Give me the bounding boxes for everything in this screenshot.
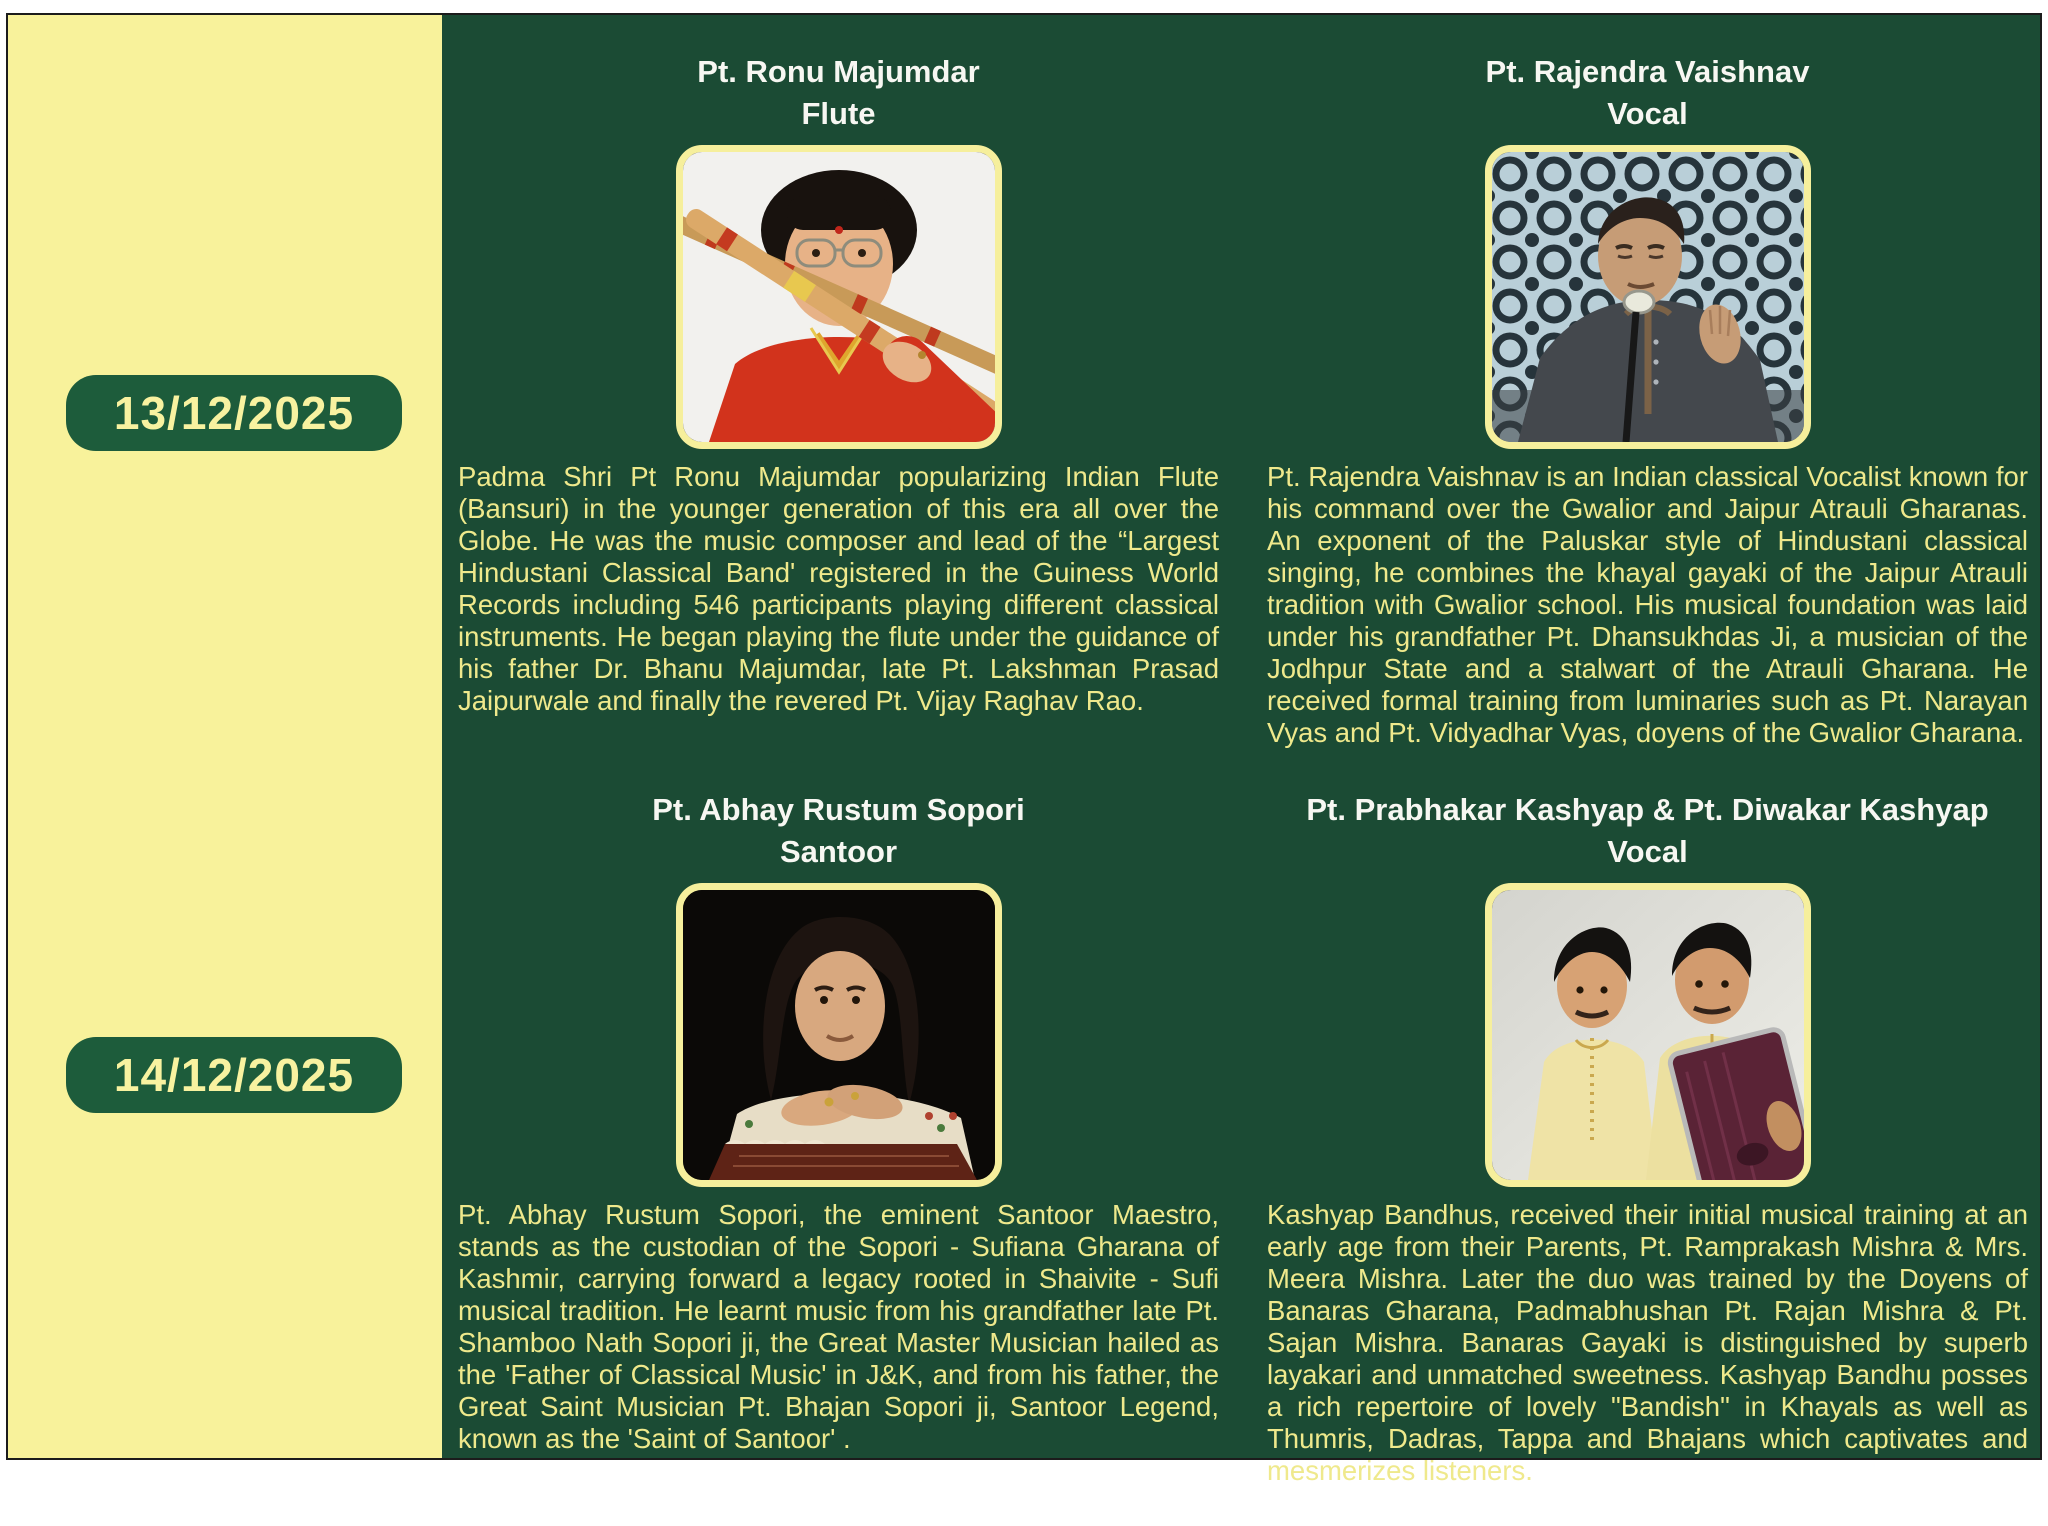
date-badge-day2 bbox=[66, 1037, 402, 1113]
artist-card-kashyap-brothers bbox=[1267, 763, 2028, 1487]
artist-name: Pt. Rajendra Vaishnav bbox=[1485, 54, 1810, 89]
artist-card-ronu-majumdar bbox=[458, 15, 1219, 763]
artist-name: Pt. Ronu Majumdar bbox=[697, 54, 980, 89]
date-label: 14/12/2025 bbox=[113, 1049, 355, 1101]
date-label: 13/12/2025 bbox=[113, 387, 355, 439]
artist-instrument: Flute bbox=[801, 96, 876, 131]
artist-photo-frame bbox=[1485, 145, 1811, 449]
artist-name: Pt. Abhay Rustum Sopori bbox=[652, 792, 1025, 827]
date-sidebar bbox=[8, 15, 442, 1458]
artist-instrument: Santoor bbox=[779, 834, 898, 869]
date-badge-day1 bbox=[66, 375, 402, 451]
artist-bio: Pt. Rajendra Vaishnav is an Indian classical Vocalist known for his command over the Gwalior and Jaipur Atrauli Gharanas. An exponent of the Paluskar style of Hindustani classical singing, he combines the khayal gayaki of the Jaipur Atrauli tradition with Gwalior school. His musical foundation was laid under his grandfather Pt. Dhansukhdas Ji, a musician of the Jodhpur State and a stalwart of the Atrauli Gharana. He received formal training from luminaries such as Pt. Narayan Vyas and Pt. Vidyadhar Vyas, doyens of the Gwalior Gharana. bbox=[1267, 461, 2028, 748]
flutist-photo-illustration bbox=[683, 152, 995, 442]
vocalist-photo-illustration bbox=[1492, 152, 1804, 442]
artist-photo-frame bbox=[676, 145, 1002, 449]
artist-photo-frame bbox=[676, 883, 1002, 1187]
artist-bio: Pt. Abhay Rustum Sopori, the eminent Santoor Maestro, stands as the custodian of the Sopori - Sufiana Gharana of Kashmir, carrying forward a legacy rooted in Shaivite - Sufi musical tradition. He learnt music from his grandfather late Pt. Shamboo Nath Sopori ji, the Great Master Musician hailed as the 'Father of Classical Music' in J&K, and from his father, the Great Saint Musician Pt. Bhajan Sopori ji, Santoor Legend, known as the 'Saint of Santoor' . bbox=[458, 1199, 1219, 1454]
program-board bbox=[6, 13, 2042, 1486]
artist-instrument: Vocal bbox=[1607, 834, 1688, 869]
artist-bio: Kashyap Bandhus, received their initial musical training at an early age from their Parents, Pt. Ramprakash Mishra & Mrs. Meera Mishra. Later the duo was trained by the Doyens of Banaras Gharana, Padmabhushan Pt. Rajan Mishra & Pt. Sajan Mishra. Banaras Gayaki is distinguished by superb layakari and unmatched sweetness. Kashyap Bandhu posses a rich repertoire of lovely "Bandish" in Khayals as well as Thumris, Dadras, Tappa and Bhajans which captivates and mesmerizes listeners. bbox=[1267, 1199, 2028, 1486]
artist-name: Pt. Prabhakar Kashyap & Pt. Diwakar Kashyap bbox=[1306, 792, 1989, 827]
santoor-maestro-photo-illustration bbox=[683, 890, 995, 1180]
artist-photo-frame bbox=[1485, 883, 1811, 1187]
vocal-duo-photo-illustration bbox=[1492, 890, 1804, 1180]
artists-grid bbox=[442, 15, 2040, 1486]
artist-instrument: Vocal bbox=[1607, 96, 1688, 131]
artist-card-rajendra-vaishnav bbox=[1267, 15, 2028, 763]
artist-bio: Padma Shri Pt Ronu Majumdar popularizing Indian Flute (Bansuri) in the younger generation of this era all over the Globe. He was the music composer and lead of the “Largest Hindustani Classical Band' registered in the Guiness World Records including 546 participants playing different classical instruments. He began playing the flute under the guidance of his father Dr. Bhanu Majumdar, late Pt. Lakshman Prasad Jaipurwale and finally the revered Pt. Vijay Raghav Rao. bbox=[458, 461, 1219, 716]
artist-card-abhay-sopori bbox=[458, 763, 1219, 1487]
